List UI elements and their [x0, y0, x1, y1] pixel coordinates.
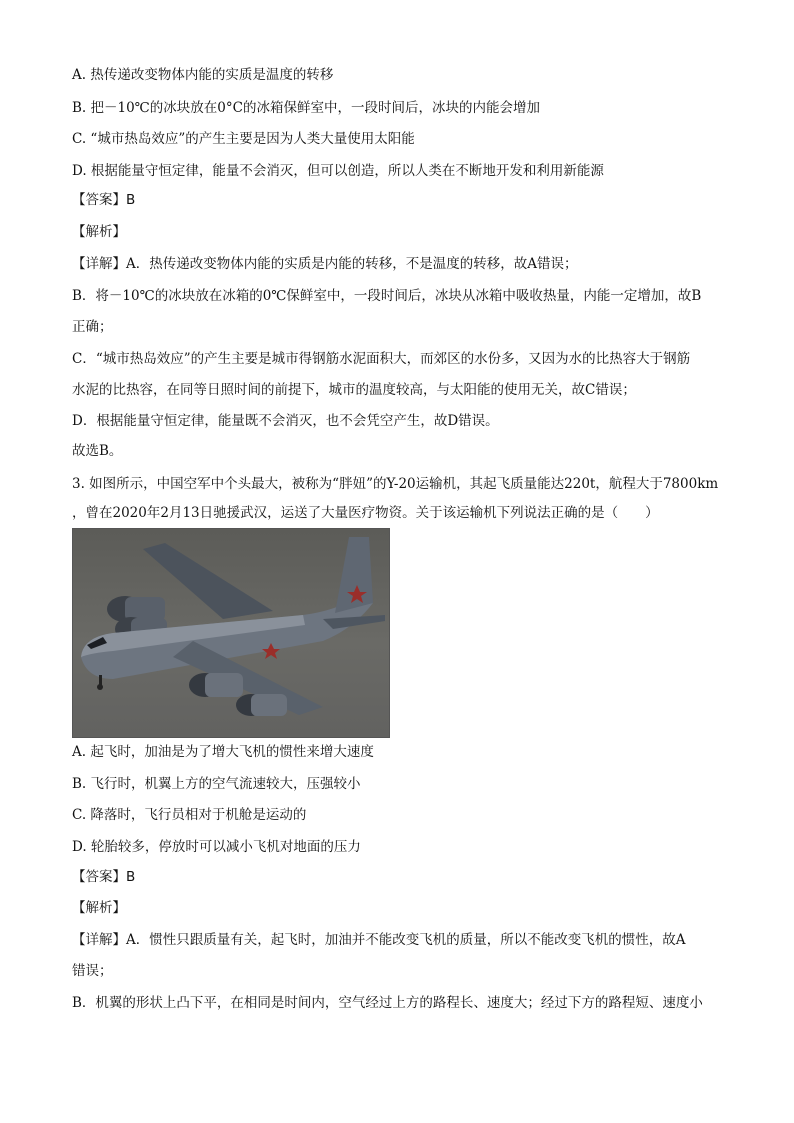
conclusion-1: 故选B。: [72, 443, 123, 459]
detail-1-4: D．根据能量守恒定律，能量既不会消灭，也不会凭空产生，故D错误。: [72, 413, 499, 429]
detail-3-1b: 错误；: [72, 963, 113, 979]
line-3a: A. 起飞时，加油是为了增大飞机的惯性来增大速度: [72, 744, 374, 760]
analysis-label-3: 【解析】: [72, 900, 126, 916]
question-3-stem-1: 3. 如图所示，中国空军中个头最大，被称为“胖妞”的Y-20运输机，其起飞质量能达220t，航程大于7800km: [72, 476, 719, 492]
line-3d: D. 轮胎较多，停放时可以减小飞机对地面的压力: [72, 839, 361, 855]
aircraft-photo: [72, 528, 390, 738]
detail-1-1: 【详解】A．热传递改变物体内能的实质是内能的转移，不是温度的转移，故A错误；: [72, 256, 578, 272]
detail-1-3a: C．“城市热岛效应”的产生主要是城市得钢筋水泥面积大，而郊区的水份多，又因为水的比热容大于钢筋: [72, 351, 691, 367]
line-1c: C. “城市热岛效应”的产生主要是因为人类大量使用太阳能: [72, 131, 415, 147]
detail-1-2a: B．将－10℃的冰块放在冰箱的0℃保鲜室中，一段时间后，冰块从冰箱中吸收热量，内能一定增加，故B: [72, 288, 702, 304]
answer-label-1: 【答案】B: [72, 192, 136, 208]
line-1b: B. 把－10℃的冰块放在0°C的冰箱保鲜室中，一段时间后，冰块的内能会增加: [72, 100, 540, 116]
answer-label-3: 【答案】B: [72, 869, 136, 885]
detail-1-2b: 正确；: [72, 319, 113, 335]
detail-1-3b: 水泥的比热容，在同等日照时间的前提下，城市的温度较高，与太阳能的使用无关，故C错误；: [72, 382, 636, 398]
detail-3-2: B．机翼的形状上凸下平，在相同是时间内，空气经过上方的路程长、速度大；经过下方的路程短、速度小: [72, 995, 703, 1011]
detail-3-1a: 【详解】A．惯性只跟质量有关，起飞时，加油并不能改变飞机的质量，所以不能改变飞机的惯性，故A: [72, 932, 686, 948]
analysis-label-1: 【解析】: [72, 224, 126, 240]
line-3c: C. 降落时，飞行员相对于机舱是运动的: [72, 807, 307, 823]
line-1d: D. 根据能量守恒定律，能量不会消灭，但可以创造，所以人类在不断地开发和利用新能源: [72, 163, 604, 179]
line-3b: B. 飞行时，机翼上方的空气流速较大，压强较小: [72, 776, 361, 792]
line-1a: A. 热传递改变物体内能的实质是温度的转移: [72, 67, 334, 83]
question-3-stem-2: ，曾在2020年2月13日驰援武汉，运送了大量医疗物资。关于该运输机下列说法正确的是（ ）: [72, 505, 659, 521]
